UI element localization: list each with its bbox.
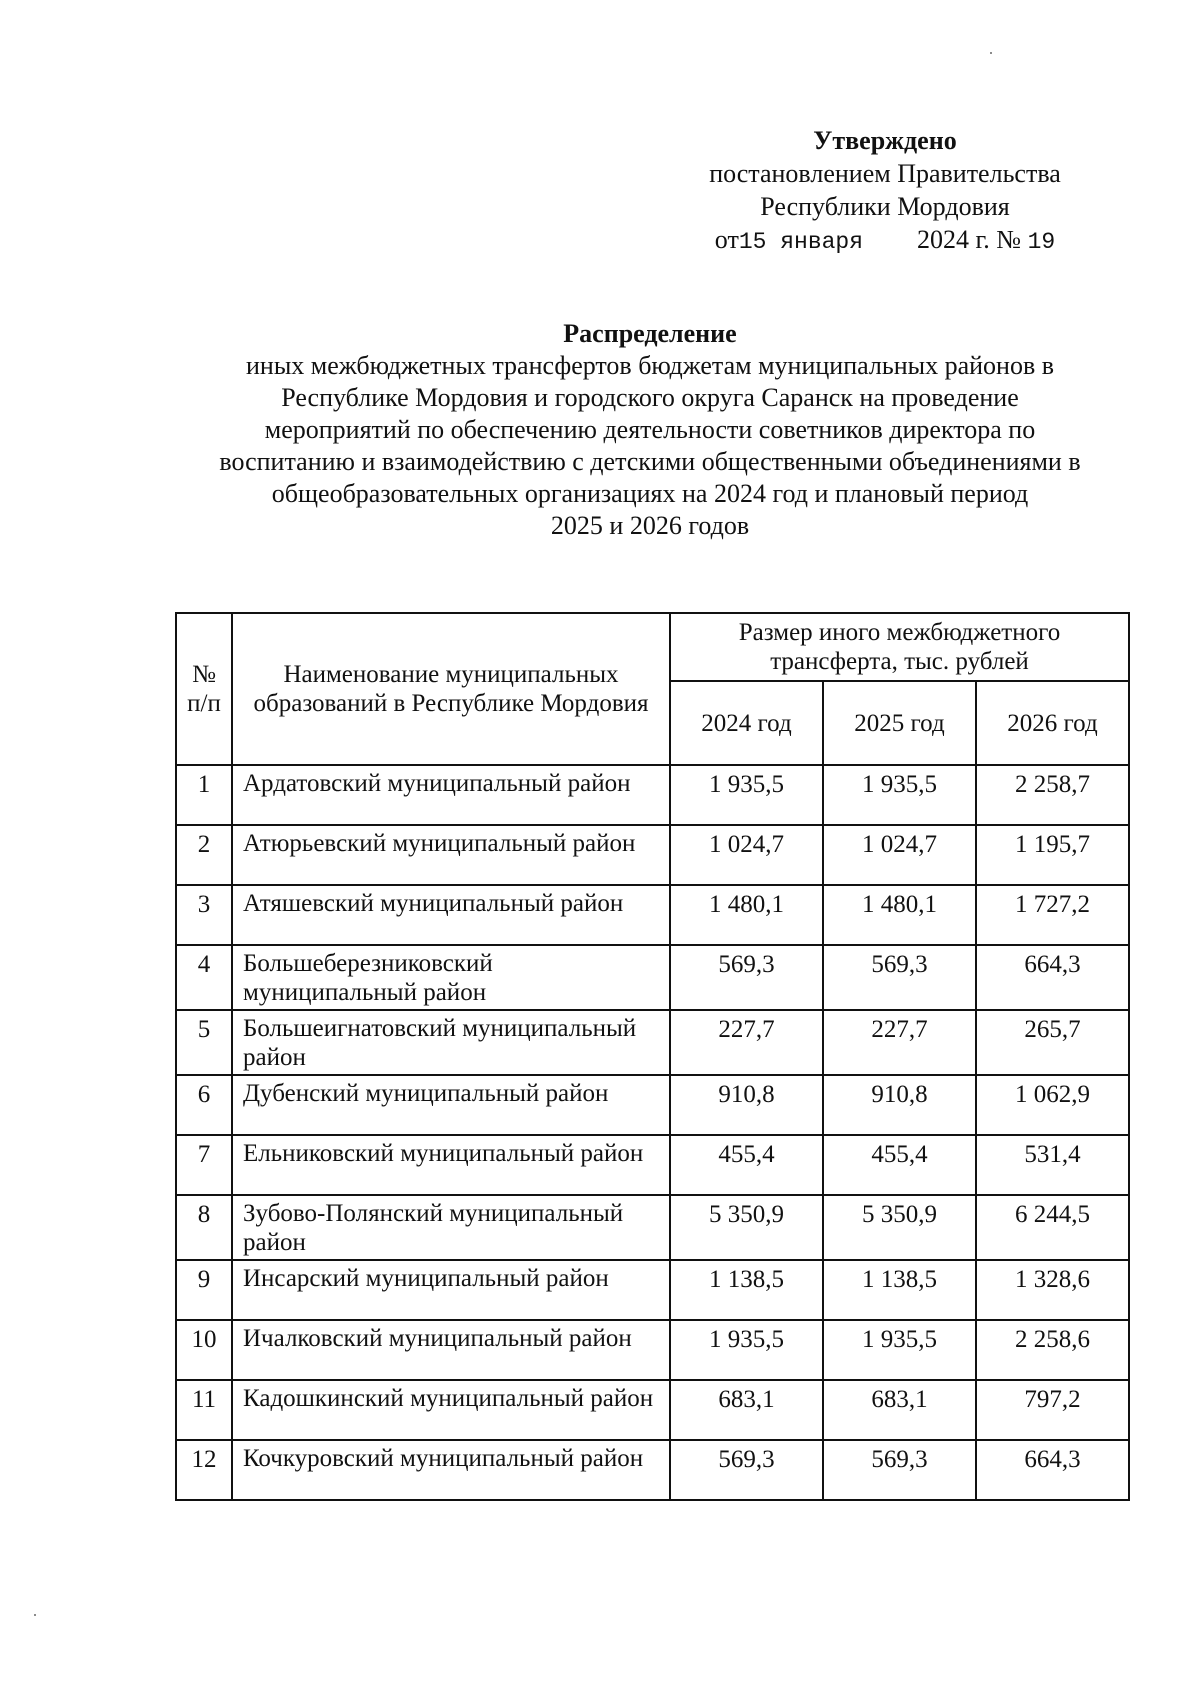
row-number: 2 xyxy=(176,825,232,885)
table-row xyxy=(176,1320,1129,1380)
title-line: воспитанию и взаимодействию с детскими общественными объединениями в xyxy=(219,447,1081,476)
date-value: 15 января xyxy=(738,229,864,255)
transfer-2024: 1 024,7 xyxy=(670,825,823,885)
row-number: 11 xyxy=(176,1380,232,1440)
transfer-2025: 1 138,5 xyxy=(823,1260,976,1320)
transfer-2024: 569,3 xyxy=(670,945,823,1010)
title-line: мероприятий по обеспечению деятельности советников директора по xyxy=(264,415,1036,444)
row-number: 10 xyxy=(176,1320,232,1380)
table-row xyxy=(176,1075,1129,1135)
transfer-2026: 531,4 xyxy=(976,1135,1129,1195)
row-number: 5 xyxy=(176,1010,232,1075)
transfer-2025: 683,1 xyxy=(823,1380,976,1440)
transfer-2025: 569,3 xyxy=(823,1440,976,1500)
title-line: общеобразовательных организациях на 2024 год и плановый период xyxy=(271,479,1029,508)
date-prefix: от xyxy=(714,225,739,254)
transfer-2026: 2 258,6 xyxy=(976,1320,1129,1380)
transfer-2025: 910,8 xyxy=(823,1075,976,1135)
title-line: 2025 и 2026 годов xyxy=(550,511,750,540)
decree-number: 19 xyxy=(1027,229,1056,255)
row-number: 12 xyxy=(176,1440,232,1500)
scan-speck-left xyxy=(34,1614,36,1616)
municipality-name: Кочкуровский муниципальный район xyxy=(232,1440,670,1500)
allocation-table xyxy=(175,612,1130,1501)
municipality-name: Кадошкинский муниципальный район xyxy=(232,1380,670,1440)
municipality-name: Ельниковский муниципальный район xyxy=(232,1135,670,1195)
transfer-2024: 1 935,5 xyxy=(670,765,823,825)
table-row xyxy=(176,825,1129,885)
table-row xyxy=(176,885,1129,945)
municipality-name: Зубово-Полянский муниципальный район xyxy=(232,1195,670,1260)
header-name: Наименование муниципальных образований в Республике Мордовия xyxy=(232,613,670,765)
transfer-2025: 1 480,1 xyxy=(823,885,976,945)
municipality-name: Ардатовский муниципальный район xyxy=(232,765,670,825)
transfer-2026: 265,7 xyxy=(976,1010,1129,1075)
municipality-name: Атяшевский муниципальный район xyxy=(232,885,670,945)
municipality-name: Инсарский муниципальный район xyxy=(232,1260,670,1320)
transfer-2025: 227,7 xyxy=(823,1010,976,1075)
table-row xyxy=(176,945,1129,1010)
table-row xyxy=(176,1440,1129,1500)
approval-block xyxy=(690,124,1080,259)
transfer-2024: 455,4 xyxy=(670,1135,823,1195)
row-number: 8 xyxy=(176,1195,232,1260)
row-number: 6 xyxy=(176,1075,232,1135)
transfer-2026: 2 258,7 xyxy=(976,765,1129,825)
header-transfer-size: Размер иного межбюджетного трансферта, тыс. рублей xyxy=(670,613,1129,681)
transfer-2025: 569,3 xyxy=(823,945,976,1010)
table-row xyxy=(176,1195,1129,1260)
municipality-name: Ичалковский муниципальный район xyxy=(232,1320,670,1380)
municipality-name: Дубенский муниципальный район xyxy=(232,1075,670,1135)
transfer-2026: 1 727,2 xyxy=(976,885,1129,945)
year-text: 2024 г. № xyxy=(917,225,1022,254)
header-year-2024: 2024 год xyxy=(670,681,823,765)
transfer-2024: 1 138,5 xyxy=(670,1260,823,1320)
table-row xyxy=(176,1135,1129,1195)
transfer-2025: 1 935,5 xyxy=(823,765,976,825)
title-line: Республике Мордовия и городского округа Саранск на проведение xyxy=(281,383,1019,412)
row-number: 7 xyxy=(176,1135,232,1195)
header-year-2026: 2026 год xyxy=(976,681,1129,765)
approved-label: Утверждено xyxy=(813,126,957,155)
document-title xyxy=(160,318,1140,542)
header-number: № п/п xyxy=(176,613,232,765)
transfer-2024: 1 480,1 xyxy=(670,885,823,945)
row-number: 3 xyxy=(176,885,232,945)
transfer-2026: 6 244,5 xyxy=(976,1195,1129,1260)
approval-line-1: постановлением Правительства xyxy=(709,159,1061,188)
title-lines xyxy=(160,350,1140,542)
transfer-2026: 664,3 xyxy=(976,945,1129,1010)
title-heading: Распределение xyxy=(563,319,737,348)
transfer-2026: 1 062,9 xyxy=(976,1075,1129,1135)
row-number: 9 xyxy=(176,1260,232,1320)
transfer-2025: 1 935,5 xyxy=(823,1320,976,1380)
transfer-2024: 910,8 xyxy=(670,1075,823,1135)
table-row xyxy=(176,1260,1129,1320)
table-body xyxy=(176,765,1129,1500)
transfer-2024: 569,3 xyxy=(670,1440,823,1500)
transfer-2024: 683,1 xyxy=(670,1380,823,1440)
municipality-name: Большеигнатовский муниципальный район xyxy=(232,1010,670,1075)
transfer-2026: 1 195,7 xyxy=(976,825,1129,885)
approval-date-line xyxy=(690,223,1080,259)
row-number: 1 xyxy=(176,765,232,825)
transfer-2024: 1 935,5 xyxy=(670,1320,823,1380)
table-row xyxy=(176,1380,1129,1440)
municipality-name: Атюрьевский муниципальный район xyxy=(232,825,670,885)
row-number: 4 xyxy=(176,945,232,1010)
transfer-2024: 227,7 xyxy=(670,1010,823,1075)
scan-speck-top xyxy=(990,52,992,54)
title-line: иных межбюджетных трансфертов бюджетам муниципальных районов в xyxy=(245,351,1055,380)
transfer-2025: 455,4 xyxy=(823,1135,976,1195)
transfer-2025: 1 024,7 xyxy=(823,825,976,885)
transfer-2024: 5 350,9 xyxy=(670,1195,823,1260)
transfer-2026: 1 328,6 xyxy=(976,1260,1129,1320)
table-row xyxy=(176,765,1129,825)
header-year-2025: 2025 год xyxy=(823,681,976,765)
transfer-2026: 664,3 xyxy=(976,1440,1129,1500)
transfer-2025: 5 350,9 xyxy=(823,1195,976,1260)
approval-line-2: Республики Мордовия xyxy=(760,192,1010,221)
transfer-2026: 797,2 xyxy=(976,1380,1129,1440)
municipality-name: Большеберезниковский муниципальный район xyxy=(232,945,670,1010)
table-row xyxy=(176,1010,1129,1075)
